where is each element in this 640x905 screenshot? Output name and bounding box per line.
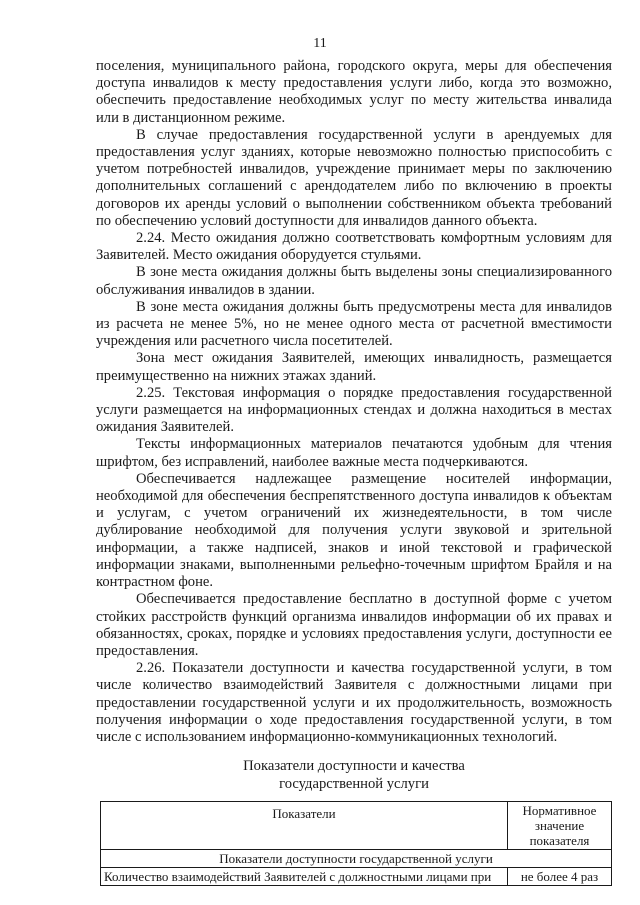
table-section-row: [101, 850, 612, 868]
paragraph-10: 2.26. Показатели доступности и качества государственной услуги, в том числе количество взаимодействий Заявителя с должностными лицами при предоставлении государственной услуги и их продолжительность, возможность получения информации о ходе предоставления государственной услуги, в том числе с использованием информационно-коммуникационных технологий.: [96, 660, 612, 745]
page-number: 11: [313, 36, 327, 51]
column-header-norm-line-2: значение показателя: [529, 818, 590, 848]
paragraph-6: 2.25. Текстовая информация о порядке предоставления государственной услуги размещается на информационных стендах и должна находиться в местах ожидания Заявителей.: [96, 384, 612, 436]
table-heading-line-2: государственной услуги: [279, 775, 429, 792]
column-header-norm: [508, 802, 612, 850]
paragraph-9: Обеспечивается предоставление бесплатно в доступной форме с учетом стойких расстройств функций организма инвалидов информации об их правах и обязанностях, сроках, порядке и условиях предоставления услуги, доступности ее предоставления.: [96, 591, 612, 659]
paragraph-4: В зоне места ожидания должны быть предусмотрены места для инвалидов из расчета не менее 5%, но не менее одного места от расчетной вместимости учреждения или расчетного числа посетителей.: [96, 298, 612, 350]
table-header-row: [101, 802, 612, 850]
indicators-table: [100, 801, 612, 886]
paragraph-2: 2.24. Место ожидания должно соответствовать комфортным условиям для Заявителей. Место ожидания оборудуется стульями.: [96, 230, 612, 264]
paragraph-3: В зоне места ожидания должны быть выделены зоны специализированного обслуживания инвалидов в здании.: [96, 264, 612, 298]
table-heading: [96, 758, 612, 793]
indicator-value: не более 4 раз: [508, 868, 612, 886]
paragraph-1: В случае предоставления государственной услуги в арендуемых для предоставления услуг зданиях, которые невозможно полностью приспособить с учетом потребностей инвалидов, учреждение принимает меры по заключению дополнительных соглашений с арендодателем либо по включению в проекты договоров их аренды условий о выполнении собственником объекта требований по обеспечению условий доступности для инвалидов данного объекта.: [96, 126, 612, 229]
paragraph-7: Тексты информационных материалов печатаются удобным для чтения шрифтом, без исправлений, наиболее важные места подчеркиваются.: [96, 436, 612, 470]
indicator-name: Количество взаимодействий Заявителей с должностными лицами при: [101, 868, 508, 886]
paragraph-8: Обеспечивается надлежащее размещение носителей информации, необходимой для обеспечения беспрепятственного доступа инвалидов к объектам и услугам, с учетом ограничений их жизнедеятельности, в том числе дублирование необходимой для получения услуги звуковой и зрительной информации, а также надписей, знаков и иной текстовой и графической информации знаками, выполненными рельефно-точечным шрифтом Брайля и на контрастном фоне.: [96, 470, 612, 591]
column-header-indicators: Показатели: [101, 802, 508, 850]
paragraph-5: Зона мест ожидания Заявителей, имеющих инвалидность, размещается преимущественно на нижних этажах зданий.: [96, 350, 612, 384]
document-body: [96, 58, 612, 746]
paragraph-0: поселения, муниципального района, городского округа, меры для обеспечения доступа инвалидов к месту предоставления услуги либо, когда это возможно, обеспечить предоставление необходимых услуг по месту жительства инвалида или в дистанционном режиме.: [96, 58, 612, 126]
table-row: [101, 868, 612, 886]
section-title: Показатели доступности государственной услуги: [101, 850, 612, 868]
table-heading-line-1: Показатели доступности и качества: [243, 758, 465, 774]
column-header-norm-line-1: Нормативное: [522, 803, 597, 818]
